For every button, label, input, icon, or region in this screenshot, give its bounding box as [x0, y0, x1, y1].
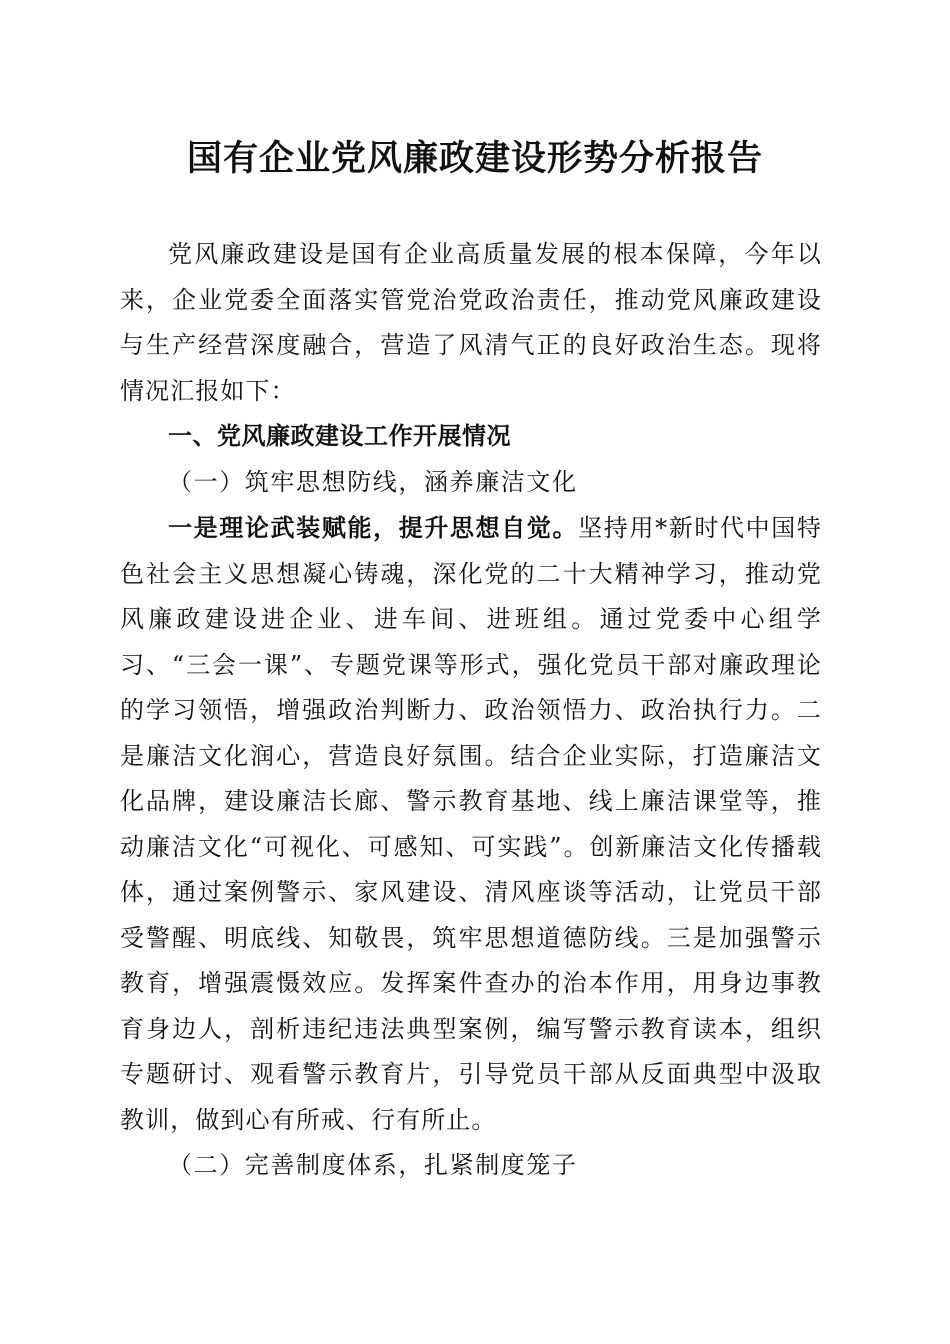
intro-paragraph: 党风廉政建设是国有企业高质量发展的根本保障，今年以来，企业党委全面落实管党治党政治责任，推动党风廉政建设与生产经营深度融合，营造了风清气正的良好政治生态。现将情况汇报如下：: [120, 240, 822, 405]
section-heading-1: 一、党风廉政建设工作开展情况: [168, 422, 511, 450]
subsection-heading-1: （一）筑牢思想防线，涵养廉洁文化: [168, 467, 578, 496]
paragraph-lead-sentence: 一是理论武装赋能，提升思想自觉。: [168, 513, 579, 542]
subsection-heading-2: （二）完善制度体系，扎紧制度笼子: [168, 1151, 578, 1179]
document-body: [120, 232, 822, 1189]
paragraph-body-text: 坚持用*新时代中国特色社会主义思想凝心铸魂，深化党的二十大精神学习，推动党风廉政建设进企业、进车间、进班组。通过党委中心组学习、“三会一课”、专题党课等形式，强化党员干部对廉政理论的学习领悟，增强政治判断力、政治领悟力、政治执行力。二是廉洁文化润心，营造良好氛围。结合企业实际，打造廉洁文化品牌，建设廉洁长廊、警示教育基地、线上廉洁课堂等，推动廉洁文化“可视化、可感知、可实践”。创新廉洁文化传播载体，通过案例警示、家风建设、清风座谈等活动，让党员干部受警醒、明底线、知敬畏，筑牢思想道德防线。三是加强警示教育，增强震慑效应。发挥案件查办的治本作用，用身边事教育身边人，剖析违纪违法典型案例，编写警示教育读本，组织专题研讨、观看警示教育片，引导党员干部从反面典型中汲取教训，做到心有所戒、行有所止。: [120, 514, 822, 1134]
body-paragraph-1: [120, 505, 822, 1143]
document-title: 国有企业党风廉政建设形势分析报告: [186, 138, 763, 179]
